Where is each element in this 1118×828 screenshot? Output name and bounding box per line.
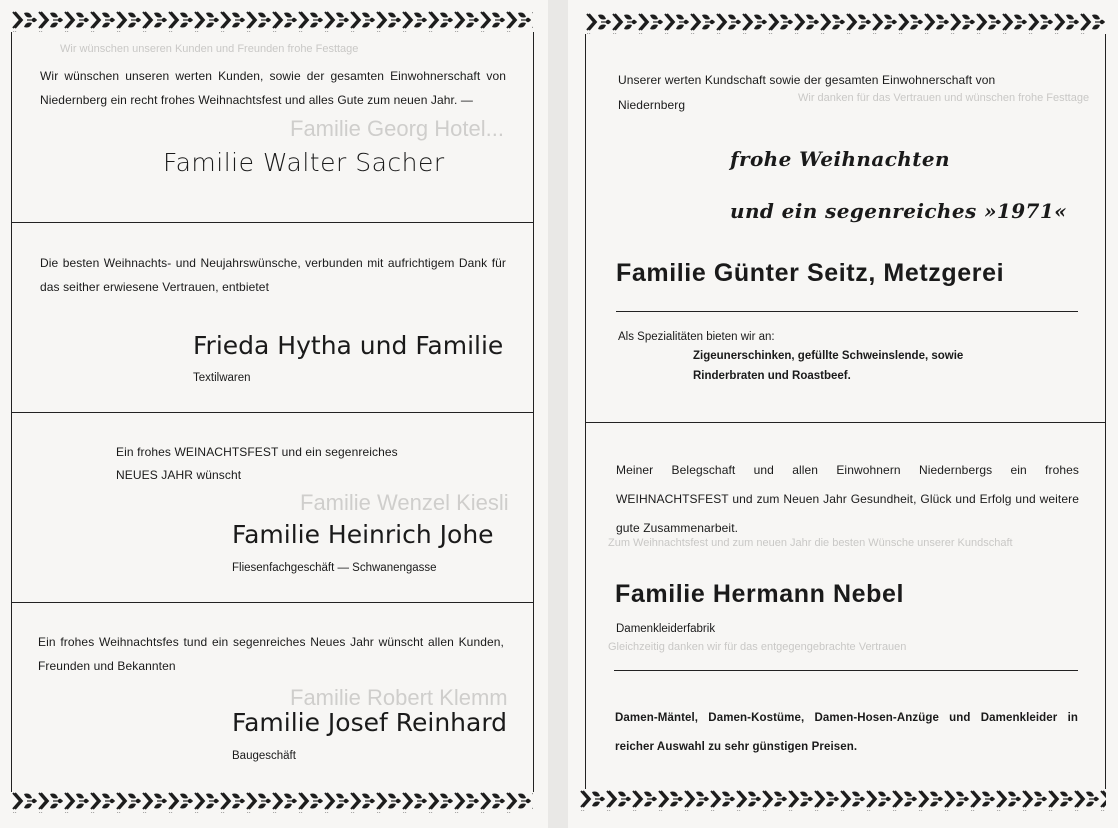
business-type: Baugeschäft [232,750,296,762]
bleed-through-text: Gleichzeitig danken wir für das entgegengebrachte Vertrauen [608,641,907,653]
ornamental-border-bottom [580,789,1106,811]
ad-text: Ein frohes Weihnachtsfes tund ein segenreiches Neues Jahr wünscht allen Kunden, Freunden und Bekannten [38,635,504,673]
product-list: Damen-Mäntel, Damen-Kostüme, Damen-Hosen-Anzüge und Damenkleider in reicher Auswahl zu sehr günstigen Preisen. [615,712,1078,753]
specialties-intro: Als Spezialitäten bieten wir an: [618,331,775,343]
divider [11,222,534,223]
ornamental-border-top [586,12,1106,34]
bleed-through-text: Wir wünschen unseren Kunden und Freunden frohe Festtage [60,43,359,55]
greeting-line: frohe Weihnachten [730,147,950,171]
ad-text: Die besten Weihnachts- und Neujahrswünsche, verbunden mit aufrichtigem Dank für das seither erwiesene Vertrauen, entbietet [40,256,506,294]
left-page [0,0,548,828]
ad-text: Meiner Belegschaft und allen Einwohnern Niedernbergs ein frohes WEIHNACHTSFEST und zum Neuen Jahr Gesundheit, Glück und Erfolg und weitere gute Zusammenarbeit. [616,463,1079,535]
ad-text: Wir wünschen unseren werten Kunden, sowie der gesamten Einwohnerschaft von Niedernberg ein recht frohes Weihnachtsfest und alles Gute zum neuen Jahr. — [40,69,506,107]
business-type: Textilwaren [193,372,251,384]
ornamental-border-bottom [12,791,533,813]
bleed-through-text: Wir danken für das Vertrauen und wünschen frohe Festtage [798,92,1090,104]
advertiser-name: Familie Walter Sacher [163,148,445,177]
divider [585,422,1106,423]
advertiser-name: Familie Hermann Nebel [615,580,905,608]
bleed-through-text: Familie Georg Hotel... [290,116,504,141]
specialties-list: Zigeunerschinken, gefüllte Schweinslende, sowie [693,350,964,362]
divider [616,311,1078,312]
page-gutter [548,0,568,828]
ad-text: Ein frohes WEINACHTSFEST und ein segenreiches [116,445,398,459]
ad-text: NEUES JAHR wünscht [116,468,242,482]
ad-text: Unserer werten Kundschaft sowie der gesamten Einwohnerschaft von Niedernberg [618,73,996,112]
advertiser-name: Familie Günter Seitz, Metzgerei [616,259,1005,287]
advertiser-name: Familie Heinrich Johe [232,520,494,549]
specialties-list: Rinderbraten und Roastbeef. [693,370,851,382]
ornamental-border-top [12,10,533,32]
divider [11,602,534,603]
business-type: Fliesenfachgeschäft — Schwanengasse [232,562,437,574]
bleed-through-text: Familie Robert Klemm [290,685,508,710]
right-page [568,0,1118,828]
bleed-through-text: Familie Wenzel Kiesli [300,490,509,515]
divider [11,412,534,413]
advertiser-name: Frieda Hytha und Familie [193,331,504,360]
business-type: Damenkleiderfabrik [616,623,716,635]
advertiser-name: Familie Josef Reinhard [232,708,508,737]
divider [614,670,1078,671]
greeting-line: und ein segenreiches »1971« [730,199,1068,223]
bleed-through-text: Zum Weihnachtsfest und zum neuen Jahr die besten Wünsche unserer Kundschaft [608,537,1013,549]
